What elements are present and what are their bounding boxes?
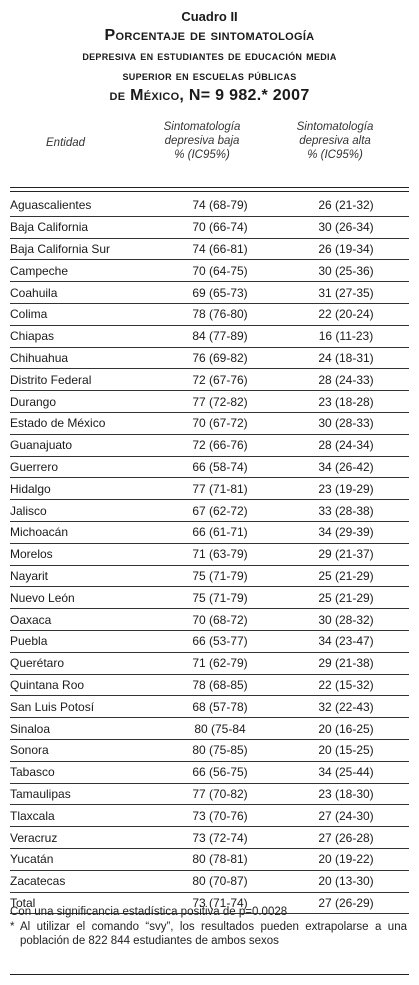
row-entidad: Durango: [10, 391, 157, 413]
table-row: [10, 521, 409, 543]
table-body: [10, 195, 409, 914]
row-depresiva-baja: 74 (68-79): [157, 195, 283, 216]
row-depresiva-baja: 76 (69-82): [157, 347, 283, 369]
row-depresiva-baja: 80 (70-87): [157, 870, 283, 892]
table-row: [10, 325, 409, 347]
table-row: [10, 696, 409, 718]
row-depresiva-alta: 27 (24-30): [283, 805, 409, 827]
row-depresiva-alta: 30 (26-34): [283, 216, 409, 238]
row-depresiva-alta: 34 (25-44): [283, 761, 409, 783]
row-entidad: Hidalgo: [10, 478, 157, 500]
row-depresiva-alta: 22 (20-24): [283, 303, 409, 325]
header-entidad: Entidad: [46, 137, 86, 149]
row-depresiva-baja: 72 (67-76): [157, 369, 283, 391]
table-row: [10, 347, 409, 369]
row-depresiva-alta: 30 (28-33): [283, 412, 409, 434]
table-row: [10, 456, 409, 478]
table-row: [10, 870, 409, 892]
row-depresiva-alta: 28 (24-33): [283, 369, 409, 391]
row-entidad: Tabasco: [10, 761, 157, 783]
header-baja-line-2: depresiva baja: [164, 135, 240, 147]
row-entidad: Puebla: [10, 630, 157, 652]
table-row: [10, 434, 409, 456]
table-row: [10, 195, 409, 216]
row-entidad: San Luis Potosí: [10, 696, 157, 718]
row-depresiva-baja: 66 (61-71): [157, 521, 283, 543]
row-depresiva-baja: 77 (72-82): [157, 391, 283, 413]
row-depresiva-alta: 34 (26-42): [283, 456, 409, 478]
row-depresiva-baja: 66 (56-75): [157, 761, 283, 783]
row-depresiva-baja: 77 (71-81): [157, 478, 283, 500]
table-title: [0, 24, 419, 106]
row-depresiva-alta: 23 (18-28): [283, 391, 409, 413]
row-depresiva-alta: 26 (19-34): [283, 238, 409, 260]
table-row: [10, 543, 409, 565]
row-entidad: Veracruz: [10, 827, 157, 849]
header-rule-bottom: [10, 191, 409, 192]
row-depresiva-alta: 25 (21-29): [283, 565, 409, 587]
row-depresiva-baja: 70 (68-72): [157, 609, 283, 631]
row-depresiva-baja: 73 (70-76): [157, 805, 283, 827]
table-row: [10, 391, 409, 413]
table-row: [10, 718, 409, 740]
row-entidad: Colima: [10, 303, 157, 325]
row-entidad: Baja California Sur: [10, 238, 157, 260]
row-depresiva-alta: 28 (24-34): [283, 434, 409, 456]
row-entidad: Oaxaca: [10, 609, 157, 631]
row-depresiva-baja: 71 (63-79): [157, 543, 283, 565]
table-row: [10, 412, 409, 434]
row-entidad: Morelos: [10, 543, 157, 565]
row-entidad: Guanajuato: [10, 434, 157, 456]
row-depresiva-baja: 80 (75-84: [157, 718, 283, 740]
row-depresiva-alta: 30 (28-32): [283, 609, 409, 631]
row-entidad: Sinaloa: [10, 718, 157, 740]
row-entidad: Aguascalientes: [10, 195, 157, 216]
table-row: [10, 805, 409, 827]
row-depresiva-alta: 24 (18-31): [283, 347, 409, 369]
header-depresiva-alta: [280, 120, 390, 162]
table-row: [10, 303, 409, 325]
row-depresiva-baja: 67 (62-72): [157, 500, 283, 522]
row-entidad: Guerrero: [10, 456, 157, 478]
header-depresiva-baja: [150, 120, 254, 162]
table-row: [10, 652, 409, 674]
row-depresiva-alta: 20 (16-25): [283, 718, 409, 740]
table-row: [10, 238, 409, 260]
row-depresiva-alta: 20 (15-25): [283, 739, 409, 761]
row-depresiva-alta: 27 (26-28): [283, 827, 409, 849]
table-row: [10, 783, 409, 805]
row-depresiva-alta: 34 (23-47): [283, 630, 409, 652]
row-depresiva-baja: 73 (71-74): [157, 892, 283, 914]
row-depresiva-alta: 20 (19-22): [283, 848, 409, 870]
row-depresiva-baja: 66 (58-74): [157, 456, 283, 478]
row-depresiva-alta: 30 (25-36): [283, 260, 409, 282]
table-caption-label: Cuadro II: [181, 9, 238, 24]
data-table: [10, 195, 409, 914]
table-header: [0, 114, 419, 174]
row-depresiva-alta: 29 (21-38): [283, 652, 409, 674]
row-entidad: Zacatecas: [10, 870, 157, 892]
row-entidad: Estado de México: [10, 412, 157, 434]
footnote-text: Al utilizar el comando “svy”, los resultados pueden extrapolarse a una población de 822 844 estudiantes de ambos sexos: [20, 921, 407, 947]
footnote: [10, 920, 407, 948]
header-baja-line-3: % (IC95%): [174, 149, 230, 161]
row-depresiva-alta: 23 (19-29): [283, 478, 409, 500]
row-depresiva-alta: 33 (28-38): [283, 500, 409, 522]
row-entidad: Sonora: [10, 739, 157, 761]
row-depresiva-baja: 72 (66-76): [157, 434, 283, 456]
row-depresiva-alta: 16 (11-23): [283, 325, 409, 347]
row-depresiva-alta: 26 (21-32): [283, 195, 409, 216]
row-entidad: Baja California: [10, 216, 157, 238]
title-line-3: superior en escuelas públicas: [122, 68, 297, 83]
table-row: [10, 674, 409, 696]
table-row: [10, 216, 409, 238]
row-depresiva-alta: 22 (15-32): [283, 674, 409, 696]
row-entidad: Campeche: [10, 260, 157, 282]
table-row: [10, 587, 409, 609]
row-entidad: Jalisco: [10, 500, 157, 522]
row-depresiva-alta: 29 (21-37): [283, 543, 409, 565]
table-row: [10, 500, 409, 522]
row-entidad: Yucatán: [10, 848, 157, 870]
row-entidad: Chiapas: [10, 325, 157, 347]
title-line-4: de México, N= 9 982.* 2007: [109, 87, 310, 104]
row-depresiva-alta: 32 (22-43): [283, 696, 409, 718]
bottom-rule: [10, 974, 409, 975]
row-entidad: Coahuila: [10, 282, 157, 304]
header-alta-line-3: % (IC95%): [307, 149, 363, 161]
row-entidad: Quintana Roo: [10, 674, 157, 696]
header-alta-line-1: Sintomatología: [296, 121, 374, 133]
table-row: [10, 282, 409, 304]
header-rule-top: [10, 187, 409, 188]
row-entidad: Querétaro: [10, 652, 157, 674]
row-depresiva-alta: 25 (21-29): [283, 587, 409, 609]
row-depresiva-baja: 70 (66-74): [157, 216, 283, 238]
row-entidad: Tamaulipas: [10, 783, 157, 805]
row-depresiva-baja: 75 (71-79): [157, 565, 283, 587]
row-depresiva-baja: 78 (76-80): [157, 303, 283, 325]
row-depresiva-alta: 23 (18-30): [283, 783, 409, 805]
row-entidad: Tlaxcala: [10, 805, 157, 827]
table-row: [10, 609, 409, 631]
title-line-1: Porcentaje de sintomatología: [104, 27, 315, 44]
row-depresiva-alta: 27 (26-29): [283, 892, 409, 914]
row-depresiva-baja: 75 (71-79): [157, 587, 283, 609]
table-row: [10, 369, 409, 391]
row-depresiva-baja: 69 (65-73): [157, 282, 283, 304]
table-row: [10, 260, 409, 282]
row-entidad: Chihuahua: [10, 347, 157, 369]
row-depresiva-baja: 70 (64-75): [157, 260, 283, 282]
table-notes: [10, 905, 407, 948]
row-entidad: Nayarit: [10, 565, 157, 587]
row-entidad: Nuevo León: [10, 587, 157, 609]
table-row: [10, 848, 409, 870]
table-row: [10, 761, 409, 783]
table-row: [10, 565, 409, 587]
table-row: [10, 827, 409, 849]
row-depresiva-baja: 68 (57-78): [157, 696, 283, 718]
row-depresiva-baja: 80 (75-85): [157, 739, 283, 761]
row-depresiva-baja: 74 (66-81): [157, 238, 283, 260]
row-depresiva-baja: 73 (72-74): [157, 827, 283, 849]
row-depresiva-baja: 78 (68-85): [157, 674, 283, 696]
row-depresiva-baja: 80 (78-81): [157, 848, 283, 870]
header-baja-line-1: Sintomatología: [163, 121, 241, 133]
row-depresiva-alta: 20 (13-30): [283, 870, 409, 892]
row-depresiva-baja: 70 (67-72): [157, 412, 283, 434]
row-entidad: Michoacán: [10, 521, 157, 543]
table-row: [10, 478, 409, 500]
significance-note: Con una significancia estadística positiva de p=0.0028: [10, 906, 288, 918]
row-depresiva-alta: 34 (29-39): [283, 521, 409, 543]
row-depresiva-baja: 77 (70-82): [157, 783, 283, 805]
header-alta-line-2: depresiva alta: [299, 135, 371, 147]
table-row: [10, 739, 409, 761]
title-line-2: depresiva en estudiantes de educación media: [82, 48, 337, 63]
row-entidad: Distrito Federal: [10, 369, 157, 391]
row-depresiva-alta: 31 (27-35): [283, 282, 409, 304]
footnote-asterisk: *: [10, 921, 15, 933]
row-depresiva-baja: 84 (77-89): [157, 325, 283, 347]
row-entidad: Total: [10, 892, 157, 914]
table-row: [10, 630, 409, 652]
row-depresiva-baja: 66 (53-77): [157, 630, 283, 652]
row-depresiva-baja: 71 (62-79): [157, 652, 283, 674]
